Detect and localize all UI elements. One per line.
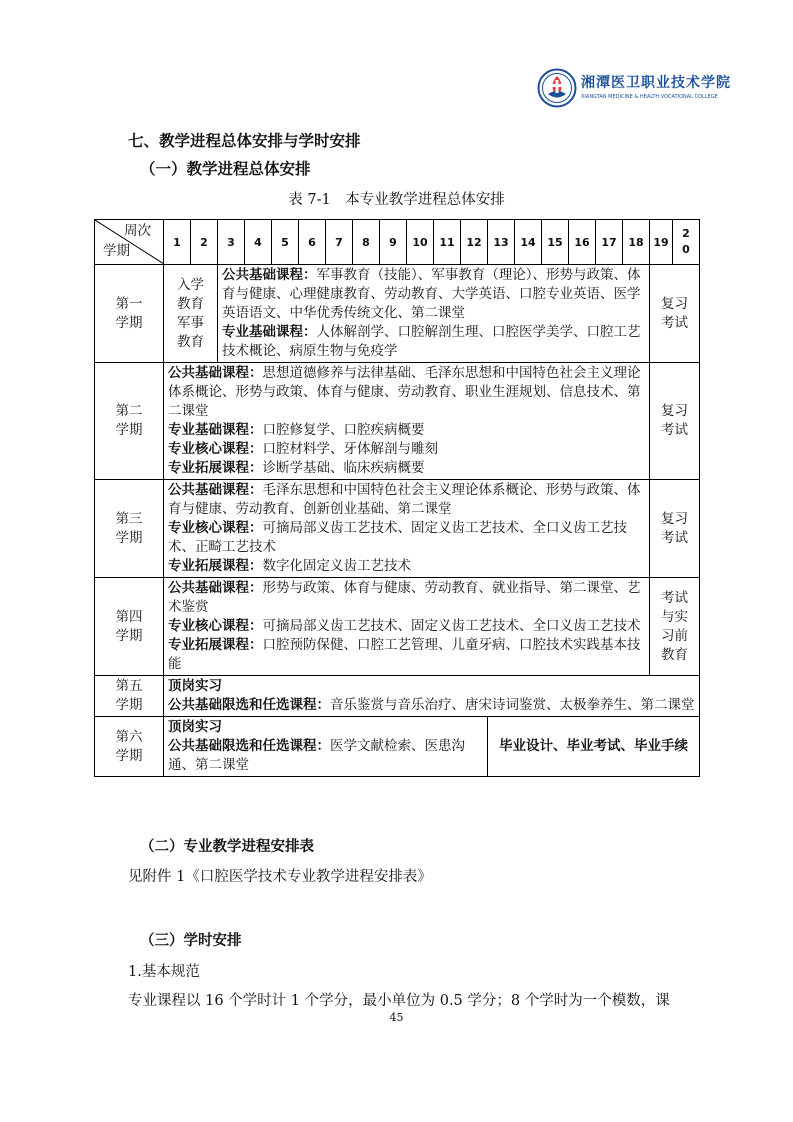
semester-row-5 (95, 676, 700, 717)
week-cell: 16 (569, 220, 596, 265)
review-exam-cell: 复习 考试 (650, 265, 700, 363)
exam-internship-cell: 考试 与实 习前 教育 (650, 578, 700, 676)
week-cell: 11 (434, 220, 461, 265)
semester-row-4 (95, 578, 700, 676)
review-exam-cell: 复习 考试 (650, 363, 700, 480)
week-cell: 10 (407, 220, 434, 265)
semester-row-3 (95, 480, 700, 578)
header-corner-cell (95, 220, 164, 265)
week-header-row (95, 220, 700, 265)
section-title: 七、教学进程总体安排与学时安排 (128, 132, 361, 150)
semester-name: 第三 学期 (95, 480, 164, 578)
college-name: 湘潭医卫职业技术学院 (581, 75, 731, 91)
college-logo (537, 68, 731, 114)
course-content-cell: 公共基础课程：思想道德修养与法律基础、毛泽东思想和中国特色社会主义理论体系概论、形势与政策、体育与健康、劳动教育、职业生涯规划、信息技术、第二课堂 专业基础课程：口腔修复学、口腔疾病概要 专业核心课程：口腔材料学、牙体解剖与雕刻 专业拓展课程：诊断学基础、临床疾病概要 (164, 363, 650, 480)
week-cell: 4 (245, 220, 272, 265)
semester-name: 第二 学期 (95, 363, 164, 480)
subsection-title-2: （二）专业教学进程安排表 (140, 839, 314, 855)
week-20-top: 2 (682, 227, 690, 240)
week-cell: 12 (461, 220, 488, 265)
week-cell: 5 (272, 220, 299, 265)
semester-name: 第六 学期 (95, 717, 164, 777)
week-cell: 6 (299, 220, 326, 265)
week-cell: 2 (191, 220, 218, 265)
week-cell: 14 (515, 220, 542, 265)
week-cell: 8 (353, 220, 380, 265)
week-cell: 15 (542, 220, 569, 265)
table-caption: 表 7-1 本专业教学进程总体安排 (288, 192, 505, 208)
college-name-english: XIANGTAN MEDICINE & HEALTH VOCATIONAL COLLEGE (581, 94, 718, 100)
course-content-cell: 顶岗实习 公共基础限选和任选课程：音乐鉴赏与音乐治疗、唐宋诗词鉴赏、太极拳养生、第二课堂 (164, 676, 700, 717)
semester-name: 第一 学期 (95, 265, 164, 363)
week-cell: 19 (650, 220, 673, 265)
course-content-cell: 公共基础课程：形势与政策、体育与健康、劳动教育、就业指导、第二课堂、艺术鉴赏 专业核心课程：可摘局部义齿工艺技术、固定义齿工艺技术、全口义齿工艺技术 专业拓展课程：口腔预防保健、口腔工艺管理、儿童牙病、口腔技术实践基本技能 (164, 578, 650, 676)
enrollment-education-cell: 入学 教育 军事 教育 (164, 265, 218, 363)
week-cell-20 (673, 220, 700, 265)
schedule-table (94, 219, 700, 777)
week-cell: 7 (326, 220, 353, 265)
subsection-title-1: （一）教学进程总体安排 (140, 160, 311, 178)
page-number: 45 (389, 1011, 404, 1024)
course-content-cell: 公共基础课程：军事教育（技能）、军事教育（理论）、形势与政策、体育与健康、心理健康教育、劳动教育、大学英语、口腔专业英语、医学英语语文、中华优秀传统文化、第二课堂 专业基础课程：人体解剖学、口腔解剖生理、口腔医学美学、口腔工艺技术概论、病原生物与免疫学 (218, 265, 650, 363)
course-content-cell: 顶岗实习 公共基础限选和任选课程：医学文献检索、医患沟通、第二课堂 (164, 717, 488, 777)
graduation-cell: 毕业设计、毕业考试、毕业手续 (488, 717, 700, 777)
week-cell: 13 (488, 220, 515, 265)
internship-heading: 顶岗实习 (168, 719, 222, 735)
review-exam-cell: 复习 考试 (650, 480, 700, 578)
semester-name: 第四 学期 (95, 578, 164, 676)
week-cell: 3 (218, 220, 245, 265)
corner-week-label: 周次 (124, 223, 151, 239)
semester-row-1 (95, 265, 700, 363)
course-content-cell: 公共基础课程：毛泽东思想和中国特色社会主义理论体系概论、形势与政策、体育与健康、劳动教育、创新创业基础、第二课堂 专业核心课程：可摘局部义齿工艺技术、固定义齿工艺技术、全口义齿工艺技术、正畸工艺技术 专业拓展课程：数字化固定义齿工艺技术 (164, 480, 650, 578)
corner-semester-label: 学期 (103, 243, 130, 259)
week-cell: 1 (164, 220, 191, 265)
week-20-bottom: 0 (682, 243, 690, 256)
internship-heading: 顶岗实习 (168, 678, 222, 694)
week-cell: 17 (596, 220, 623, 265)
appendix-reference: 见附件 1《口腔医学技术专业教学进程安排表》 (128, 869, 432, 885)
week-cell: 9 (380, 220, 407, 265)
body-paragraph: 专业课程以 16 个学时计 1 个学分，最小单位为 0.5 学分；8 个学时为一个模数，课 (128, 993, 670, 1009)
week-cell: 18 (623, 220, 650, 265)
semester-name: 第五 学期 (95, 676, 164, 717)
semester-row-2 (95, 363, 700, 480)
item-title: 1.基本规范 (128, 964, 200, 980)
subsection-title-3: （三）学时安排 (140, 933, 242, 949)
semester-row-6 (95, 717, 700, 777)
college-emblem-icon (537, 68, 577, 108)
